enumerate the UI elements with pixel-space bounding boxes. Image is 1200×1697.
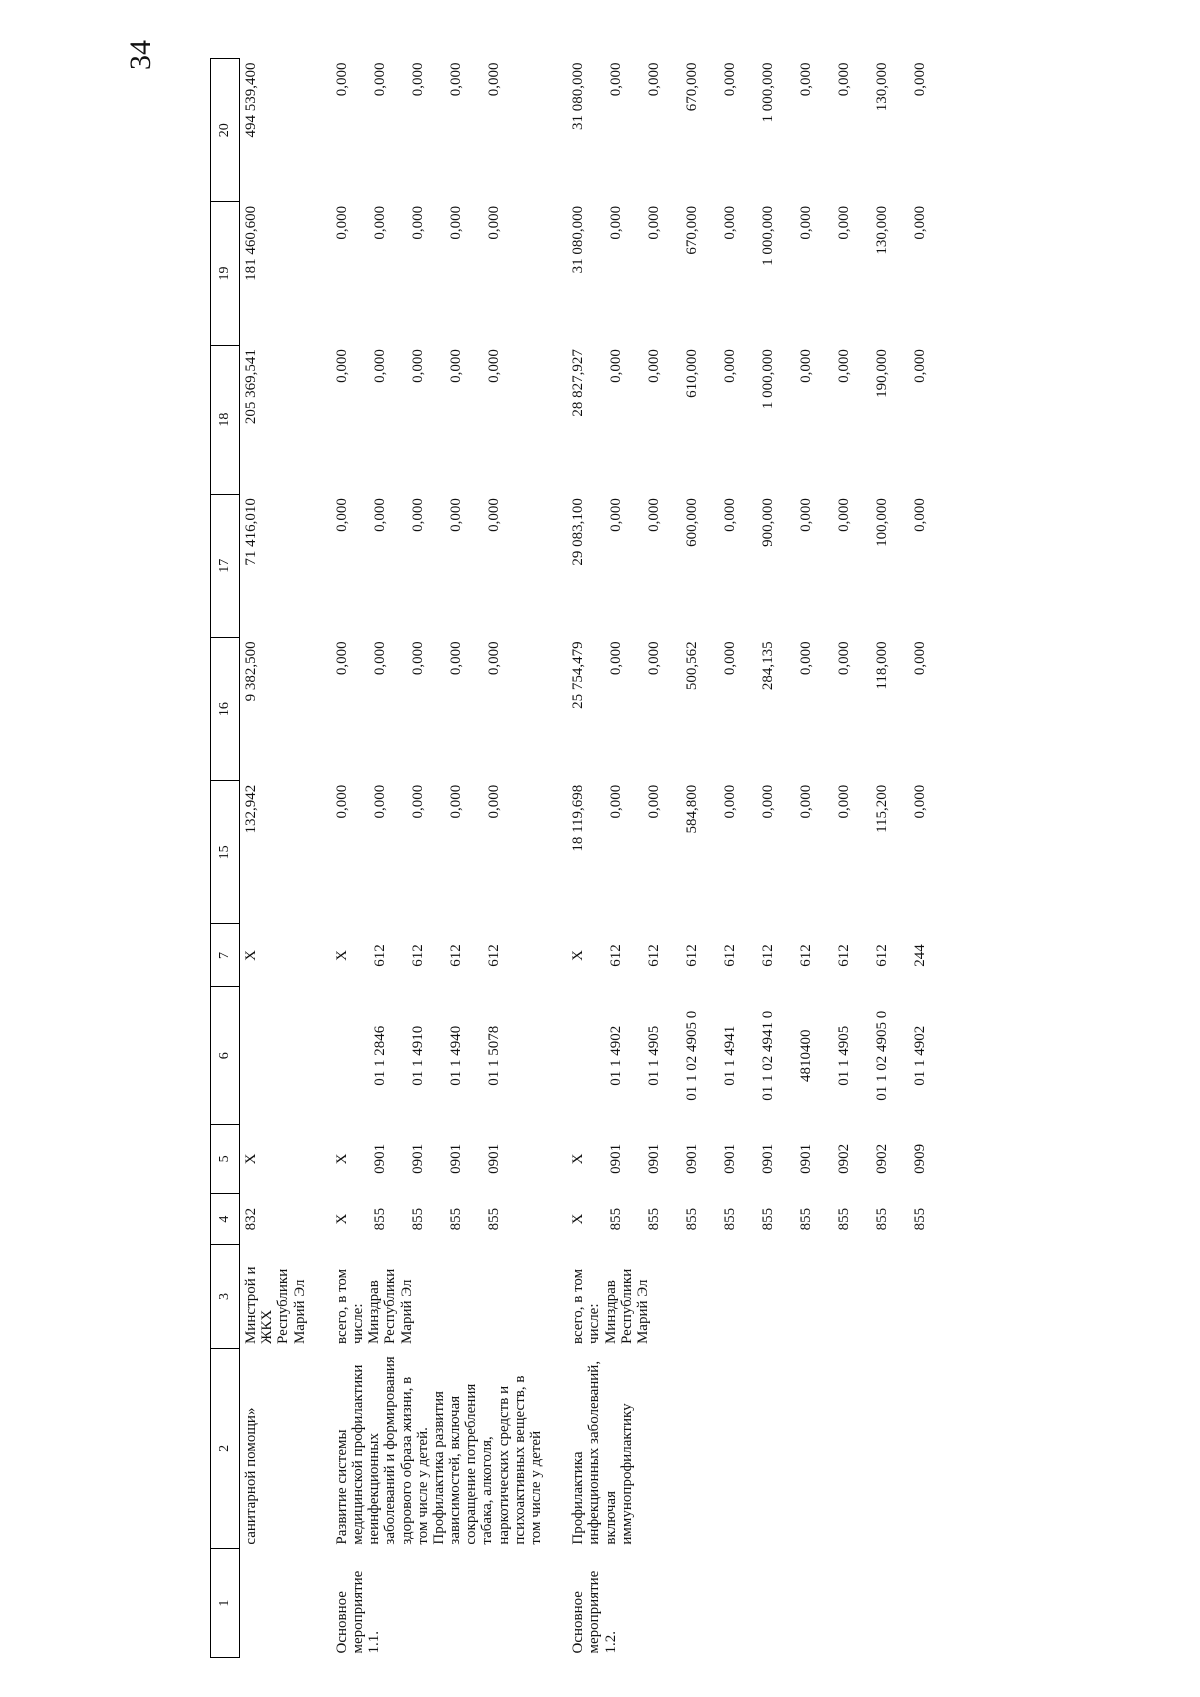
value-line: X xyxy=(333,950,350,961)
cell-c5 xyxy=(240,1125,311,1194)
cell-v17 xyxy=(567,494,953,637)
value-line: 0,000 xyxy=(485,498,502,532)
cell-v20 xyxy=(331,59,547,202)
table-row xyxy=(331,59,547,1658)
value-line: X xyxy=(243,1153,259,1165)
value-line: 0,000 xyxy=(485,349,502,383)
value-line: 28 827,927 xyxy=(570,349,587,417)
cell-v16 xyxy=(240,637,311,780)
value-line: 0,000 xyxy=(485,205,502,240)
value-line: 0,000 xyxy=(447,62,464,97)
value-line: 494 539,400 xyxy=(243,62,259,138)
value-line: 612 xyxy=(798,944,815,967)
cell-v15 xyxy=(567,781,953,924)
value-line: 855 xyxy=(836,1207,853,1231)
value-line: 1 000,000 xyxy=(760,205,777,266)
value-line: 612 xyxy=(684,944,701,967)
value-line: 25 754,479 xyxy=(570,641,587,709)
cell-c4 xyxy=(240,1193,311,1245)
value-line: 612 xyxy=(485,944,502,967)
value-line: 0,000 xyxy=(333,498,350,532)
column-header-4: 4 xyxy=(211,1193,240,1245)
value-line: 205 369,541 xyxy=(243,349,259,425)
value-line xyxy=(334,991,372,1121)
value-line: 500,562 xyxy=(684,641,701,691)
value-line: 855 xyxy=(608,1207,625,1231)
value-line: 0902 xyxy=(874,1143,891,1174)
cell-c2: Развитие системы медицинской профилактики неинфекционных заболеваний и формирования здорового образа жизни, в том числе у детей. Профилактика развития зависимостей, включая сокращение потребления табака, алкоголя, наркотических средств и психоактивных веществ, в том числе у детей xyxy=(333,1356,544,1545)
value-line: 181 460,600 xyxy=(243,205,259,281)
value-line: 01 1 4905 xyxy=(836,1025,853,1086)
value-line: 0,000 xyxy=(608,498,625,532)
value-line: 900,000 xyxy=(760,498,777,547)
value-line: 612 xyxy=(874,944,891,967)
value-line: 0,000 xyxy=(646,349,663,383)
value-line: X xyxy=(333,1213,350,1225)
rotated-page-content xyxy=(210,58,1090,1658)
value-line: X xyxy=(570,1153,587,1165)
value-line: 01 1 02 4905 0 xyxy=(684,1010,701,1101)
cell-v15 xyxy=(240,781,311,924)
value-line: 0,000 xyxy=(409,62,426,97)
table-body xyxy=(240,59,974,1658)
cell-v19 xyxy=(240,202,311,345)
value-line: 0,000 xyxy=(371,784,388,819)
cell-c1: Основное мероприятие 1.1. xyxy=(333,1570,383,1654)
value-line: 132,942 xyxy=(243,784,259,834)
value-line: 0,000 xyxy=(836,62,853,97)
value-line: 0,000 xyxy=(798,641,815,676)
value-line: 01 1 4902 xyxy=(608,1025,625,1086)
value-line: 855 xyxy=(760,1207,777,1231)
value-line: 0,000 xyxy=(447,205,464,240)
value-line: 0,000 xyxy=(333,784,350,819)
column-header-3: 3 xyxy=(211,1245,240,1348)
value-line: 0901 xyxy=(485,1143,502,1174)
value-line: 0,000 xyxy=(371,498,388,532)
value-line: 855 xyxy=(912,1207,929,1231)
column-header-6: 6 xyxy=(211,987,240,1125)
value-line: 130,000 xyxy=(874,205,891,255)
value-line: 0,000 xyxy=(912,641,929,676)
value-line: 0,000 xyxy=(912,205,929,240)
value-line: 584,800 xyxy=(684,784,701,834)
value-line: 855 xyxy=(646,1207,663,1231)
value-line: 0,000 xyxy=(912,349,929,383)
value-line: 31 080,000 xyxy=(570,62,587,130)
cell-c1: Основное мероприятие 1.2. xyxy=(570,1570,619,1654)
value-line: 0,000 xyxy=(447,784,464,819)
value-line: 01 1 4941 xyxy=(722,1025,739,1086)
value-line: 0901 xyxy=(371,1143,388,1174)
cell-c4 xyxy=(331,1193,547,1245)
value-line: 0,000 xyxy=(722,205,739,240)
value-line: 0901 xyxy=(646,1143,663,1174)
value-line: 0,000 xyxy=(798,205,815,240)
value-line: 0,000 xyxy=(836,784,853,819)
cell-c6 xyxy=(567,987,953,1125)
value-line: 0,000 xyxy=(409,349,426,383)
value-line: 0,000 xyxy=(608,641,625,676)
column-header-15: 15 xyxy=(211,781,240,924)
value-line: X xyxy=(570,1213,587,1225)
value-line: 855 xyxy=(684,1207,701,1231)
value-line: 0,000 xyxy=(447,641,464,676)
column-header-16: 16 xyxy=(211,637,240,780)
column-header-20: 20 xyxy=(211,59,240,202)
value-line: 190,000 xyxy=(874,349,891,398)
value-line: 612 xyxy=(722,944,739,967)
cell-v18 xyxy=(240,345,311,494)
value-line: 29 083,100 xyxy=(570,498,587,566)
value-line: 0,000 xyxy=(912,498,929,532)
row-spacer xyxy=(953,59,973,1658)
value-line: 0,000 xyxy=(798,349,815,383)
value-line: 01 1 5078 xyxy=(485,1025,502,1086)
value-line: 130,000 xyxy=(874,62,891,112)
cell-c6 xyxy=(331,987,547,1125)
value-line: 0,000 xyxy=(333,349,350,383)
cell-c5 xyxy=(331,1125,547,1194)
value-line: 832 xyxy=(243,1207,259,1231)
value-line: 612 xyxy=(447,944,464,967)
value-line: 1 000,000 xyxy=(760,349,777,410)
value-line: 01 1 2846 xyxy=(371,1025,388,1086)
table-row xyxy=(567,59,953,1658)
value-line: 0901 xyxy=(722,1143,739,1174)
value-line: 0,000 xyxy=(646,498,663,532)
value-line: 1 000,000 xyxy=(760,62,777,123)
column-header-19: 19 xyxy=(211,202,240,345)
value-line: 71 416,010 xyxy=(243,498,259,566)
value-line: 612 xyxy=(409,944,426,967)
value-line: 0,000 xyxy=(485,641,502,676)
cell-c2: Профилактика инфекционных заболеваний, включая иммунопрофилактику xyxy=(570,1360,635,1545)
cell-c5 xyxy=(567,1125,953,1194)
value-line: 0,000 xyxy=(798,784,815,819)
cell-v18 xyxy=(567,345,953,494)
value-line: 0,000 xyxy=(333,205,350,240)
value-line: 612 xyxy=(608,944,625,967)
cell-c3: Минстрой и ЖКХ Республики Марий Эл xyxy=(243,1266,308,1345)
cell-c3: всего, в том числе: Минздрав Республики Марий Эл xyxy=(570,1268,651,1345)
cell-c1 xyxy=(240,1549,311,1658)
value-line: 31 080,000 xyxy=(570,205,587,274)
value-line: 0901 xyxy=(447,1143,464,1174)
value-line: 284,135 xyxy=(760,641,777,691)
value-line: 01 1 02 4941 0 xyxy=(760,1010,777,1101)
value-line: 855 xyxy=(409,1207,426,1231)
cell-v17 xyxy=(331,494,547,637)
value-line: 9 382,500 xyxy=(243,641,259,702)
value-line: 18 119,698 xyxy=(570,784,587,852)
value-line: X xyxy=(570,950,587,961)
page-number: 34 xyxy=(124,40,157,70)
cell-v19 xyxy=(331,202,547,345)
column-header-5: 5 xyxy=(211,1125,240,1194)
value-line: 100,000 xyxy=(874,498,891,547)
value-line: 0,000 xyxy=(333,62,350,97)
value-line: 01 1 4940 xyxy=(447,1025,464,1086)
value-line: 0,000 xyxy=(836,498,853,532)
value-line: 0,000 xyxy=(798,62,815,97)
value-line: 0,000 xyxy=(836,205,853,240)
cell-c2: санитарной помощи» xyxy=(243,1407,259,1545)
value-line: 0,000 xyxy=(722,498,739,532)
value-line: 600,000 xyxy=(684,498,701,547)
column-header-17: 17 xyxy=(211,494,240,637)
value-line: 612 xyxy=(371,944,388,967)
cell-v15 xyxy=(331,781,547,924)
value-line: 0901 xyxy=(798,1143,815,1174)
value-line: X xyxy=(243,950,259,961)
value-line: 855 xyxy=(722,1207,739,1231)
value-line: 0,000 xyxy=(371,205,388,240)
value-line xyxy=(243,991,281,1121)
value-line: 0,000 xyxy=(608,205,625,240)
value-line: 0,000 xyxy=(333,641,350,676)
value-line: 612 xyxy=(836,944,853,967)
column-header-1: 1 xyxy=(211,1549,240,1658)
value-line: 01 1 4910 xyxy=(409,1025,426,1086)
value-line: 0,000 xyxy=(608,62,625,97)
value-line: 0,000 xyxy=(760,784,777,819)
cell-v20 xyxy=(240,59,311,202)
cell-v16 xyxy=(331,637,547,780)
budget-table xyxy=(210,58,973,1658)
value-line: 0,000 xyxy=(722,641,739,676)
value-line: 0,000 xyxy=(485,62,502,97)
cell-c3: всего, в том числе: Минздрав Республики Марий Эл xyxy=(333,1268,415,1345)
value-line: 855 xyxy=(874,1207,891,1231)
value-line: 610,000 xyxy=(684,349,701,398)
cell-c4 xyxy=(567,1193,953,1245)
value-line: X xyxy=(333,1153,350,1165)
column-header-2: 2 xyxy=(211,1348,240,1549)
cell-c7 xyxy=(567,924,953,987)
value-line: 612 xyxy=(760,944,777,967)
value-line: 0,000 xyxy=(608,349,625,383)
value-line: 0,000 xyxy=(912,62,929,97)
value-line: 0,000 xyxy=(646,62,663,97)
cell-v16 xyxy=(567,637,953,780)
value-line: 0,000 xyxy=(447,349,464,383)
value-line: 01 1 4902 xyxy=(912,1025,929,1086)
value-line: 0,000 xyxy=(371,349,388,383)
value-line: 0901 xyxy=(409,1143,426,1174)
value-line: 0901 xyxy=(684,1143,701,1174)
value-line: 855 xyxy=(798,1207,815,1231)
value-line: 0902 xyxy=(836,1143,853,1174)
value-line: 0,000 xyxy=(409,498,426,532)
table-row xyxy=(240,59,311,1658)
value-line: 0,000 xyxy=(485,784,502,819)
value-line: 4810400 xyxy=(798,1029,815,1083)
value-line: 670,000 xyxy=(684,62,701,112)
row-spacer xyxy=(547,59,567,1658)
value-line: 0,000 xyxy=(722,784,739,819)
value-line: 0,000 xyxy=(646,784,663,819)
value-line: 855 xyxy=(447,1207,464,1231)
value-line: 0,000 xyxy=(722,62,739,97)
value-line: 0,000 xyxy=(447,498,464,532)
value-line: 0,000 xyxy=(722,349,739,383)
value-line: 118,000 xyxy=(874,641,891,690)
value-line: 0,000 xyxy=(409,784,426,819)
value-line: 0,000 xyxy=(409,205,426,240)
cell-c7 xyxy=(240,924,311,987)
cell-v17 xyxy=(240,494,311,637)
value-line: 0,000 xyxy=(836,349,853,383)
value-line: 0,000 xyxy=(371,641,388,676)
cell-v18 xyxy=(331,345,547,494)
value-line: 0,000 xyxy=(409,641,426,676)
value-line xyxy=(570,991,608,1121)
value-line: 0,000 xyxy=(836,641,853,676)
value-line: 115,200 xyxy=(874,784,891,833)
value-line: 612 xyxy=(646,944,663,967)
column-header-7: 7 xyxy=(211,924,240,987)
column-header-18: 18 xyxy=(211,345,240,494)
value-line: 0,000 xyxy=(798,498,815,532)
table-header xyxy=(211,59,240,1658)
value-line: 0901 xyxy=(760,1143,777,1174)
cell-c7 xyxy=(331,924,547,987)
value-line: 0,000 xyxy=(371,62,388,97)
value-line: 670,000 xyxy=(684,205,701,255)
value-line: 855 xyxy=(371,1207,388,1231)
row-spacer xyxy=(311,59,331,1658)
value-line: 0,000 xyxy=(608,784,625,819)
value-line: 855 xyxy=(485,1207,502,1231)
value-line: 0,000 xyxy=(646,641,663,676)
cell-c6 xyxy=(240,987,311,1125)
value-line: 0,000 xyxy=(912,784,929,819)
value-line: 01 1 02 4905 0 xyxy=(874,1010,891,1101)
value-line: 0,000 xyxy=(646,205,663,240)
value-line: 01 1 4905 xyxy=(646,1025,663,1086)
value-line: 0901 xyxy=(608,1143,625,1174)
cell-v19 xyxy=(567,202,953,345)
value-line: 0909 xyxy=(912,1143,929,1174)
value-line: 244 xyxy=(912,944,929,967)
cell-v20 xyxy=(567,59,953,202)
